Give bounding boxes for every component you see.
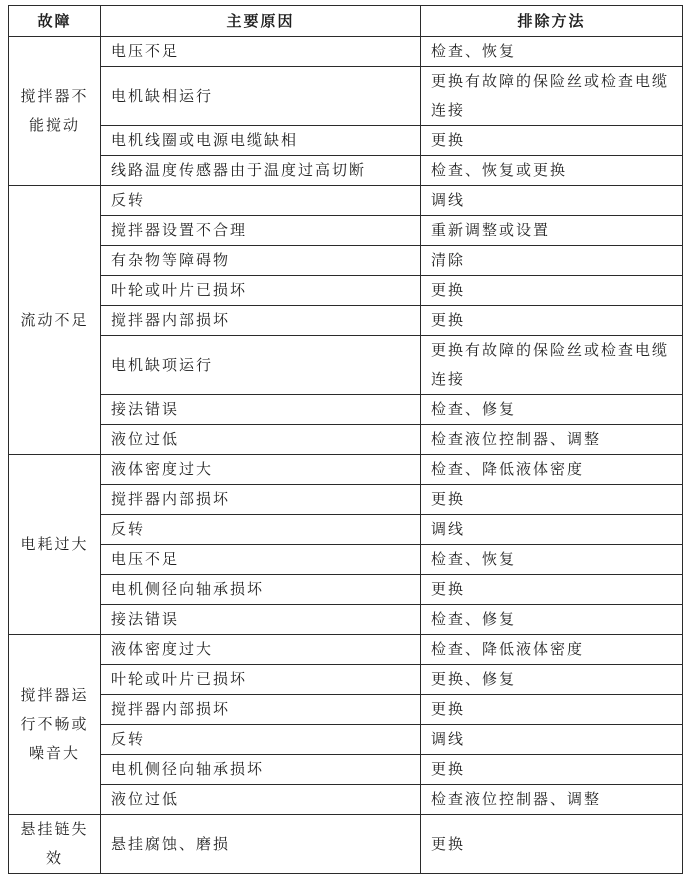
cause-cell: 搅拌器内部损坏 — [101, 306, 421, 336]
table-row — [9, 545, 683, 575]
cause-cell: 搅拌器内部损坏 — [101, 695, 421, 725]
table-row — [9, 186, 683, 216]
remedy-cell: 更换 — [421, 575, 683, 605]
group-suspension-chain-failure — [9, 815, 683, 874]
remedy-cell: 更换、修复 — [421, 665, 683, 695]
cause-cell: 液位过低 — [101, 785, 421, 815]
cause-cell: 反转 — [101, 515, 421, 545]
table-row — [9, 725, 683, 755]
group-excessive-power-consumption — [9, 455, 683, 635]
table-row — [9, 455, 683, 485]
table-row — [9, 695, 683, 725]
header-cell-fault: 故障 — [9, 6, 101, 37]
cause-cell: 反转 — [101, 725, 421, 755]
remedy-cell: 调线 — [421, 725, 683, 755]
cause-cell: 悬挂腐蚀、磨损 — [101, 815, 421, 874]
cause-cell: 接法错误 — [101, 395, 421, 425]
cause-cell: 液体密度过大 — [101, 635, 421, 665]
remedy-cell: 更换 — [421, 276, 683, 306]
table-row — [9, 605, 683, 635]
remedy-cell: 检查液位控制器、调整 — [421, 785, 683, 815]
table-row — [9, 425, 683, 455]
remedy-cell: 检查、修复 — [421, 605, 683, 635]
remedy-cell: 更换 — [421, 695, 683, 725]
table-header — [9, 6, 683, 37]
fault-cell: 流动不足 — [9, 186, 101, 455]
table-row — [9, 755, 683, 785]
table-row — [9, 306, 683, 336]
cause-cell: 叶轮或叶片已损坏 — [101, 665, 421, 695]
remedy-cell: 检查、恢复或更换 — [421, 156, 683, 186]
cause-cell: 电机缺相运行 — [101, 67, 421, 126]
fault-cell: 搅拌器运行不畅或噪音大 — [9, 635, 101, 815]
table-row — [9, 246, 683, 276]
cause-cell: 电机侧径向轴承损坏 — [101, 755, 421, 785]
remedy-cell: 检查液位控制器、调整 — [421, 425, 683, 455]
table-row — [9, 276, 683, 306]
remedy-cell: 更换有故障的保险丝或检查电缆连接 — [421, 336, 683, 395]
table-row — [9, 665, 683, 695]
cause-cell: 叶轮或叶片已损坏 — [101, 276, 421, 306]
remedy-cell: 更换 — [421, 815, 683, 874]
cause-cell: 电压不足 — [101, 37, 421, 67]
cause-cell: 液体密度过大 — [101, 455, 421, 485]
remedy-cell: 重新调整或设置 — [421, 216, 683, 246]
remedy-cell: 更换 — [421, 126, 683, 156]
remedy-cell: 检查、降低液体密度 — [421, 455, 683, 485]
remedy-cell: 更换 — [421, 755, 683, 785]
fault-cell: 搅拌器不能搅动 — [9, 37, 101, 186]
cause-cell: 反转 — [101, 186, 421, 216]
remedy-cell: 清除 — [421, 246, 683, 276]
remedy-cell: 检查、恢复 — [421, 37, 683, 67]
remedy-cell: 检查、修复 — [421, 395, 683, 425]
table-row — [9, 635, 683, 665]
remedy-cell: 调线 — [421, 186, 683, 216]
cause-cell: 有杂物等障碍物 — [101, 246, 421, 276]
cause-cell: 电机侧径向轴承损坏 — [101, 575, 421, 605]
table-row — [9, 815, 683, 874]
cause-cell: 液位过低 — [101, 425, 421, 455]
remedy-cell: 检查、恢复 — [421, 545, 683, 575]
cause-cell: 搅拌器设置不合理 — [101, 216, 421, 246]
cause-cell: 电机线圈或电源电缆缺相 — [101, 126, 421, 156]
remedy-cell: 更换有故障的保险丝或检查电缆连接 — [421, 67, 683, 126]
table-row — [9, 485, 683, 515]
table-row — [9, 575, 683, 605]
table-row — [9, 156, 683, 186]
group-insufficient-flow — [9, 186, 683, 455]
header-cell-cause: 主要原因 — [101, 6, 421, 37]
table-row — [9, 336, 683, 395]
table-row — [9, 395, 683, 425]
remedy-cell: 检查、降低液体密度 — [421, 635, 683, 665]
cause-cell: 搅拌器内部损坏 — [101, 485, 421, 515]
table-row — [9, 126, 683, 156]
fault-troubleshooting-table — [8, 5, 683, 874]
fault-cell: 悬挂链失效 — [9, 815, 101, 874]
cause-cell: 电机缺项运行 — [101, 336, 421, 395]
fault-cell: 电耗过大 — [9, 455, 101, 635]
table-row — [9, 216, 683, 246]
cause-cell: 接法错误 — [101, 605, 421, 635]
remedy-cell: 更换 — [421, 485, 683, 515]
cause-cell: 线路温度传感器由于温度过高切断 — [101, 156, 421, 186]
header-row — [9, 6, 683, 37]
header-cell-remedy: 排除方法 — [421, 6, 683, 37]
table-row — [9, 37, 683, 67]
remedy-cell: 更换 — [421, 306, 683, 336]
group-mixer-cannot-stir — [9, 37, 683, 186]
table-row — [9, 785, 683, 815]
table-row — [9, 515, 683, 545]
table-row — [9, 67, 683, 126]
group-rough-running-or-noise — [9, 635, 683, 815]
remedy-cell: 调线 — [421, 515, 683, 545]
cause-cell: 电压不足 — [101, 545, 421, 575]
